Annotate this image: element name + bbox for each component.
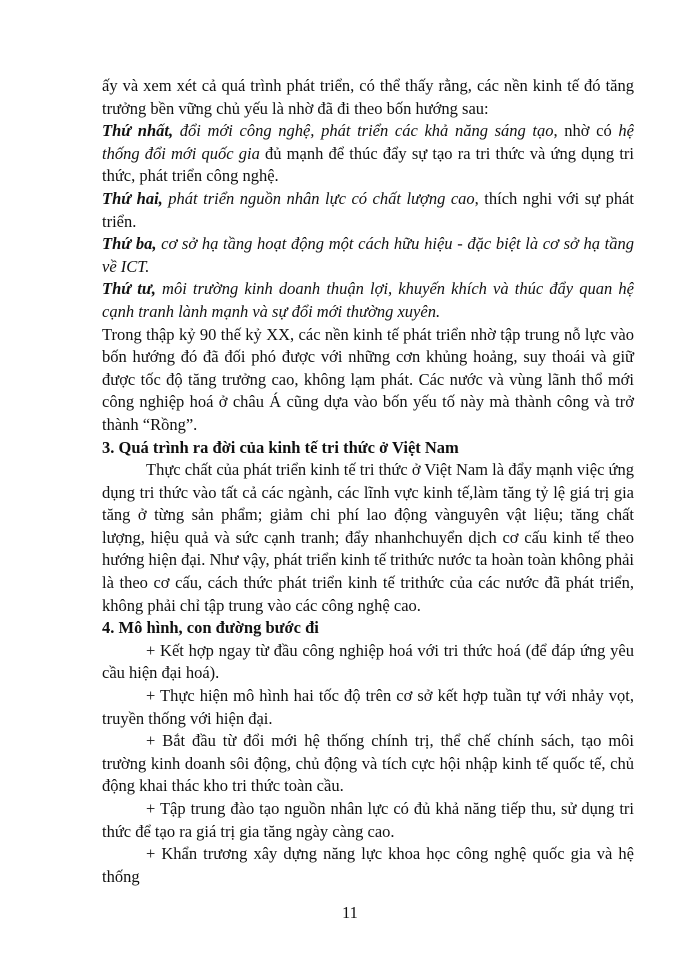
point-second-italic: phát triển nguồn nhân lực có chất lượng cao	[162, 188, 475, 208]
point-second-label: Thứ hai,	[102, 188, 163, 208]
list-item: + Tập trung đào tạo nguồn nhân lực có đủ khả năng tiếp thu, sử dụng tri thức để tạo ra giá trị gia tăng ngày càng cao.	[102, 799, 634, 841]
point-second	[102, 188, 634, 233]
point-third	[102, 233, 634, 278]
list-item: + Thực hiện mô hình hai tốc độ trên cơ sở kết hợp tuần tự với nhảy vọt, truyền thống với hiện đại.	[102, 686, 634, 728]
point-third-label: Thứ ba,	[102, 234, 157, 254]
list-item: + Kết hợp ngay từ đầu công nghiệp hoá với tri thức hoá (để đáp ứng yêu cầu hiện đại hoá).	[102, 640, 634, 683]
paragraph-nineties: Trong thập kỷ 90 thế kỷ XX, các nền kinh tế phát triển nhờ tập trung nỗ lực vào bốn hướng đó đã đối phó được với những cơn khủng hoảng, suy thoái và giữ được tốc độ tăng trưởng cao, không lạm phát. Các nước và vùng lãnh thổ mới công nghiệp hoá ở châu Á cũng dựa vào bốn yếu tố này mà thành công và trở thành “Rồng”.	[102, 324, 634, 434]
point-third-italic: cơ sở hạ tầng hoạt động một cách hữu hiệu - đặc biệt là cơ sở hạ tầng về ICT.	[102, 234, 634, 276]
point-first	[102, 120, 634, 188]
section-3-body: Thực chất của phát triển kinh tế tri thức ở Việt Nam là đẩy mạnh việc ứng dụng tri thức vào tất cả các ngành, các lĩnh vực kinh tế,làm tăng tỷ lệ giá trị gia tăng ở từng sản phẩm; giảm chi phí lao động vànguyên vật liệu; tăng chất lượng, hiệu quả và sức cạnh tranh; đẩy nhanhchuyển dịch cơ cấu kinh tế theo hướng hiện đại. Như vậy, phát triển kinh tế trithức nước ta hoàn toàn không phải là theo cơ cấu, cách thức phát triển kinh tế trithức của các nước đã phát triển, không phải chỉ tập trung vào các công nghệ cao.	[102, 460, 634, 615]
point-first-italic2: hệ thống đổi mới quốc gia	[102, 121, 634, 163]
point-first-label: Thứ nhất,	[102, 121, 174, 141]
point-fourth-italic: môi trường kinh doanh thuận lợi, khuyến khích và thúc đẩy quan hệ cạnh tranh lành mạnh và sự đổi mới thường xuyên.	[102, 279, 634, 321]
point-second-plain: , thích nghi với sự phát triển.	[102, 188, 634, 231]
page-number: 11	[342, 903, 358, 922]
list-item: + Khẩn trương xây dựng năng lực khoa học công nghệ quốc gia và hệ thống	[102, 844, 634, 886]
point-first-plain2: đủ mạnh để thúc đẩy sự tạo ra tri thức và ứng dụng tri thức, phát triển công nghệ.	[102, 143, 634, 186]
point-first-italic1: đổi mới công nghệ, phát triển các khả năng sáng tạo	[173, 121, 554, 141]
section-3-heading: 3. Quá trình ra đời của kinh tế tri thức ở Việt Nam	[102, 437, 459, 457]
page-content	[102, 75, 634, 888]
point-fourth	[102, 278, 634, 323]
section-4-heading: 4. Mô hình, con đường bước đi	[102, 618, 319, 638]
paragraph-intro: ấy và xem xét cả quá trình phát triển, có thể thấy rằng, các nền kinh tế đó tăng trưởng bền vững chủ yếu là nhờ đã đi theo bốn hướng sau:	[102, 76, 634, 118]
point-first-plain1: , nhờ có	[553, 121, 619, 141]
list-item: + Bắt đầu từ đổi mới hệ thống chính trị, thể chế chính sách, tạo môi trường kinh doanh sôi động, chủ động và tích cực hội nhập kinh tế quốc tế, chủ động khai thác kho tri thức toàn cầu.	[102, 731, 634, 796]
point-fourth-label: Thứ tư,	[102, 279, 156, 299]
